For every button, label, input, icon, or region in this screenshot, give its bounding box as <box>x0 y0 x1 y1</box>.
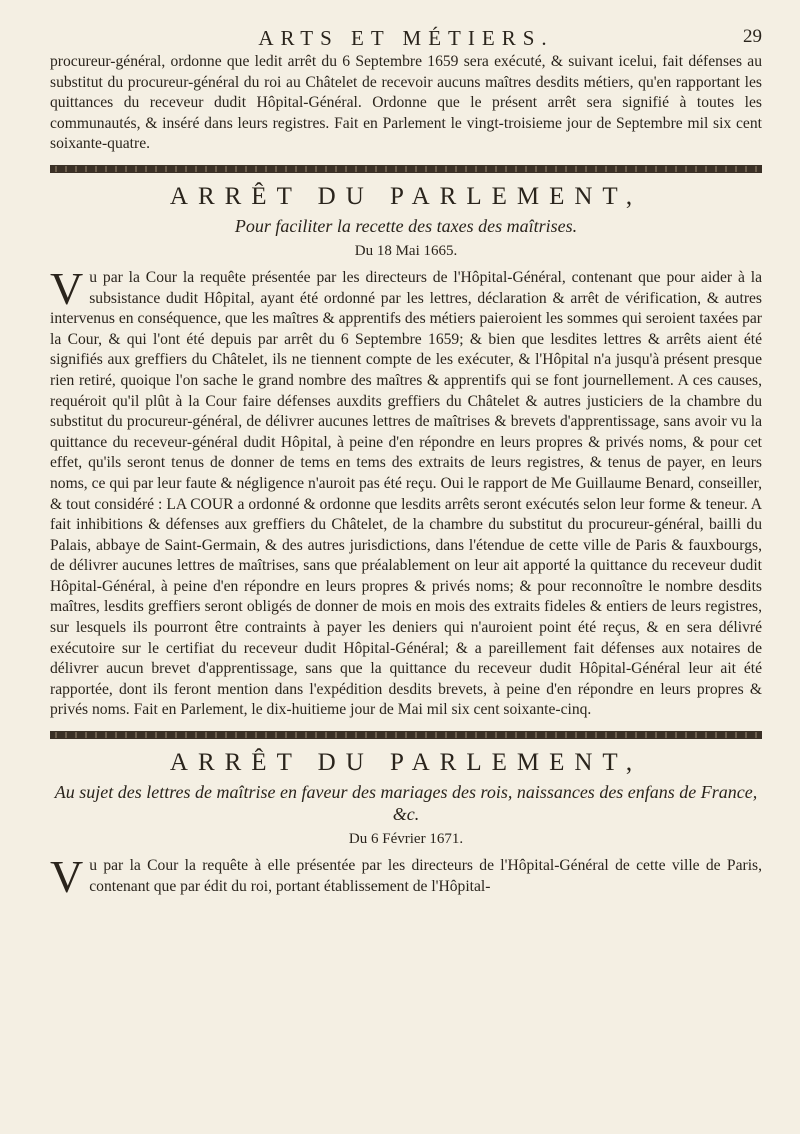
section2-dropcap: V <box>50 851 84 903</box>
section1-dropcap: V <box>50 262 84 314</box>
section1-heading: ARRÊT DU PARLEMENT, <box>169 182 643 210</box>
section2-subtitle: Au sujet des lettres de maîtrise en faveur des mariages des rois, naissances des enfans de France, &c. <box>54 782 758 825</box>
section2-body <box>50 851 762 903</box>
section1-subtitle: Pour faciliter la recette des taxes des maîtrises. <box>234 215 578 236</box>
running-title: ARTS ET MÉTIERS. <box>258 26 554 50</box>
running-head <box>50 20 762 52</box>
page-number: 29 <box>743 26 762 47</box>
ornamental-rule <box>50 731 762 739</box>
intro-paragraph: procureur-général, ordonne que ledit arrêt du 6 Septembre 1659 sera exécuté, & suivant icelui, fait défenses au substitut du procureur-général du roi au Châtelet de recevoir aucuns maîtres desdits métiers, qu'en rapportant les quittances du receveur dudit Hôpital-Général. Ordonne que le présent arrêt sera signifié à toutes les communautés, & inséré dans leurs registres. Fait en Parlement le vingt-troisieme jour de Septembre mil six cent soixante-quatre. <box>50 53 762 153</box>
section2-date: Du 6 Février 1671. <box>348 831 464 848</box>
ornamental-rule <box>50 165 762 173</box>
section2-text: u par la Cour la requête à elle présentée par les directeurs de l'Hôpital-Général de cette ville de Paris, contenant que par édit du roi, portant établissement de l'Hôpital- <box>89 857 762 895</box>
section2-heading: ARRÊT DU PARLEMENT, <box>169 749 643 777</box>
section1-text: u par la Cour la requête présentée par les directeurs de l'Hôpital-Général, contenant que pour aider à la subsistance dudit Hôpital, ayant été ordonné par les lettres, déclaration & arrêt de vérification, & autres intervenus en conséquence, que les maîtres & apprentifs des métiers paieroient les sommes qui seroient taxées par la Cour, & qui l'ont été depuis par arrêt du 6 Septembre 1659; & bien que lesdites lettres & arrêts aient été signifiés aux greffiers du Châtelet, ils ne tiennent compte de les exécuter, & l'Hôpital n'a jusqu'à présent presque rien retiré, quoique l'on sache le grand nombre des maîtres & apprentifs qui se font journellement. A ces causes, requéroit qu'il plût à la Cour faire défenses auxdits greffiers du Châtelet & autres justiciers de la chambre du substitut du procureur-général, de délivrer aucunes lettres de maîtrises & brevets d'apprentissage, sans avoir vu la quittance du receveur-général dudit Hôpital, à peine d'en répondre en leurs propres & privés noms, & pour cet effet, qu'ils seront tenus de donner de tems en tems des extraits de leurs registres, & tenus de payer, en leurs noms, ce qui par leur faute & négligence n'auroit pas été reçu. Oui le rapport de Me Guillaume Benard, conseiller, & tout considéré : LA COUR a ordonné & ordonne que lesdits arrêts seront exécutés selon leur forme & teneur. A fait inhibitions & défenses aux greffiers du Châtelet, de la chambre du substitut du procureur-général, bailli du Palais, abbaye de Saint-Germain, & des autres jurisdictions, dans l'étendue de cette ville de Paris & fauxbourgs, de délivrer aucunes lettres de maîtrises, sans que préalablement on leur ait apporté la quittance du receveur dudit Hôpital-Général, à peine d'en répondre en leurs propres & privés noms; & pour reconnoître le nombre desdits maîtres, lesdits greffiers seront obligés de donner de mois en mois des extraits fideles & entiers de leurs registres, sur lesquels ils pourront être contraints à payer les deniers qui n'auroient point été reçus, & en sera délivré exécutoire sur le certifiat du receveur dudit Hôpital-Général; & a pareillement fait défenses aux notaires de délivrer aucun brevet d'apprentissage, sans que la quittance du receveur dudit Hôpital-Général leur ait été rapportée, dont ils feront mention dans l'expédition desdits brevets, à peine d'en répondre en leurs propres & privés noms. Fait en Parlement, le dix-huitieme jour de Mai mil six cent soixante-cinq. <box>50 268 762 719</box>
document-page <box>50 20 762 903</box>
section1-date: Du 18 Mai 1665. <box>354 242 458 259</box>
section1-body <box>50 262 762 721</box>
